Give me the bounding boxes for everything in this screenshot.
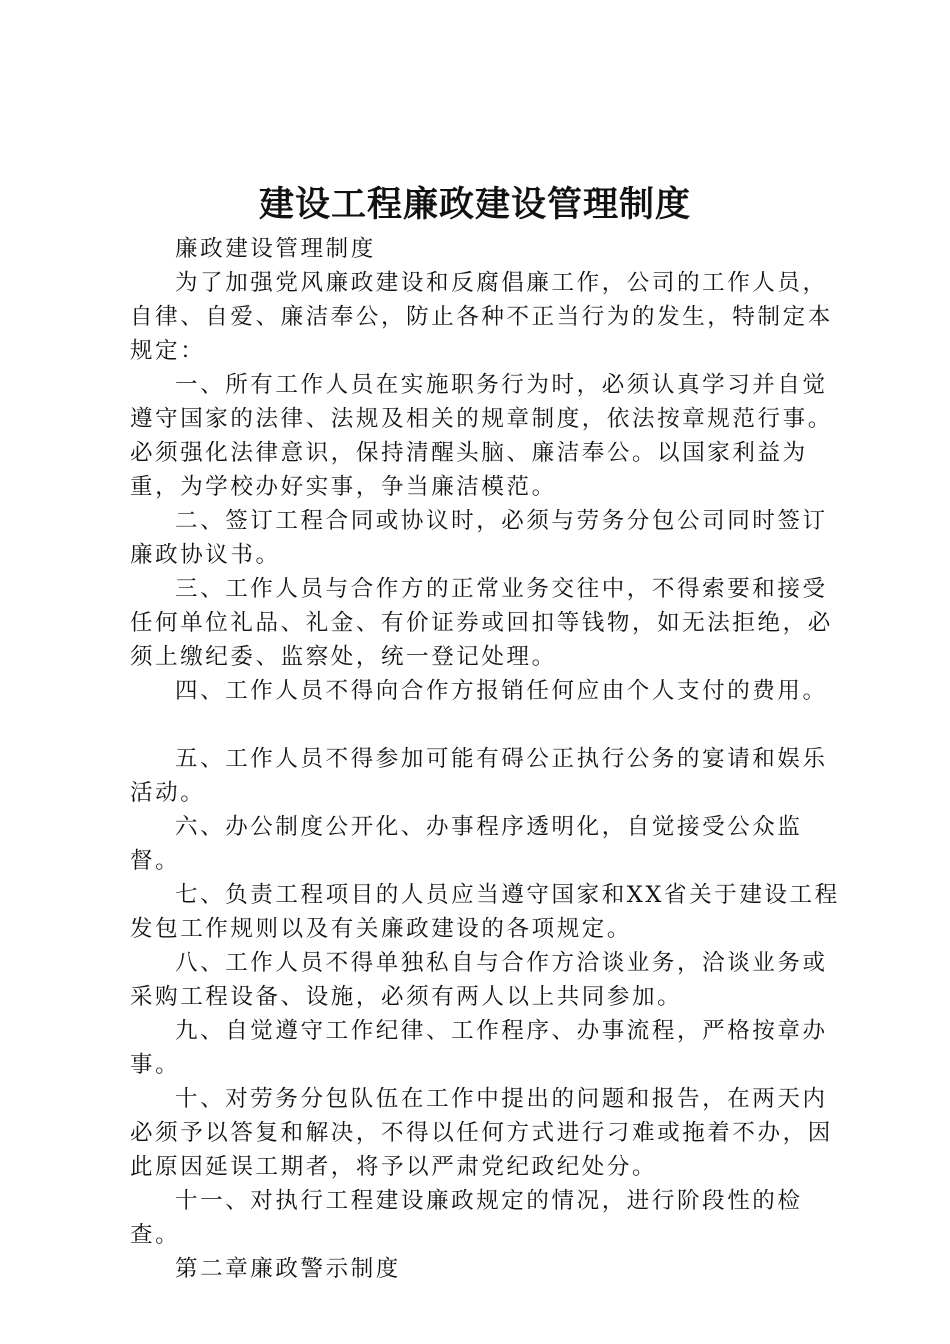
rule-paragraph-1: 一、所有工作人员在实施职务行为时，必须认真学习并自觉遵守国家的法律、法规及相关的规章制度，依法按章规范行事。必须强化法律意识，保持清醒头脑、廉洁奉公。以国家利益为重，为学校办好实事，争当廉洁模范。 — [130, 372, 833, 500]
rule-paragraph-8: 八、工作人员不得单独私自与合作方洽谈业务，洽谈业务或采购工程设备、设施，必须有两人以上共同参加。 — [130, 950, 828, 1010]
rule-paragraph-2: 二、签订工程合同或协议时，必须与劳务分包公司同时签订廉政协议书。 — [130, 508, 828, 568]
rule-paragraph-7: 七、负责工程项目的人员应当遵守国家和XX省关于建设工程发包工作规则以及有关廉政建设的各项规定。 — [130, 882, 840, 942]
rule-paragraph-9: 九、自觉遵守工作纪律、工作程序、办事流程，严格按章办事。 — [130, 1018, 828, 1078]
rule-paragraph-3: 三、工作人员与合作方的正常业务交往中，不得索要和接受任何单位礼品、礼金、有价证券或回扣等钱物，如无法拒绝，必须上缴纪委、监察处，统一登记处理。 — [130, 576, 833, 670]
document-body — [130, 232, 842, 1286]
section-heading: 廉政建设管理制度 — [175, 236, 376, 262]
rule-paragraph-10: 十、对劳务分包队伍在工作中提出的问题和报告，在两天内必须予以答复和解决，不得以任何方式进行刁难或拖着不办，因此原因延误工期者，将予以严肃党纪政纪处分。 — [130, 1086, 833, 1180]
blank-line — [130, 708, 842, 742]
chapter-heading: 第二章廉政警示制度 — [175, 1256, 401, 1282]
document-title: 建设工程廉政建设管理制度 — [258, 184, 691, 225]
rule-paragraph-6: 六、办公制度公开化、办事程序透明化，自觉接受公众监督。 — [130, 814, 803, 874]
rule-paragraph-4: 四、工作人员不得向合作方报销任何应由个人支付的费用。 — [175, 678, 828, 704]
rule-paragraph-5: 五、工作人员不得参加可能有碍公正执行公务的宴请和娱乐活动。 — [130, 746, 828, 806]
intro-paragraph: 为了加强党风廉政建设和反腐倡廉工作，公司的工作人员，自律、自爱、廉洁奉公，防止各种不正当行为的发生，特制定本规定： — [130, 270, 833, 364]
rule-paragraph-11: 十一、对执行工程建设廉政规定的情况，进行阶段性的检查。 — [130, 1188, 803, 1248]
